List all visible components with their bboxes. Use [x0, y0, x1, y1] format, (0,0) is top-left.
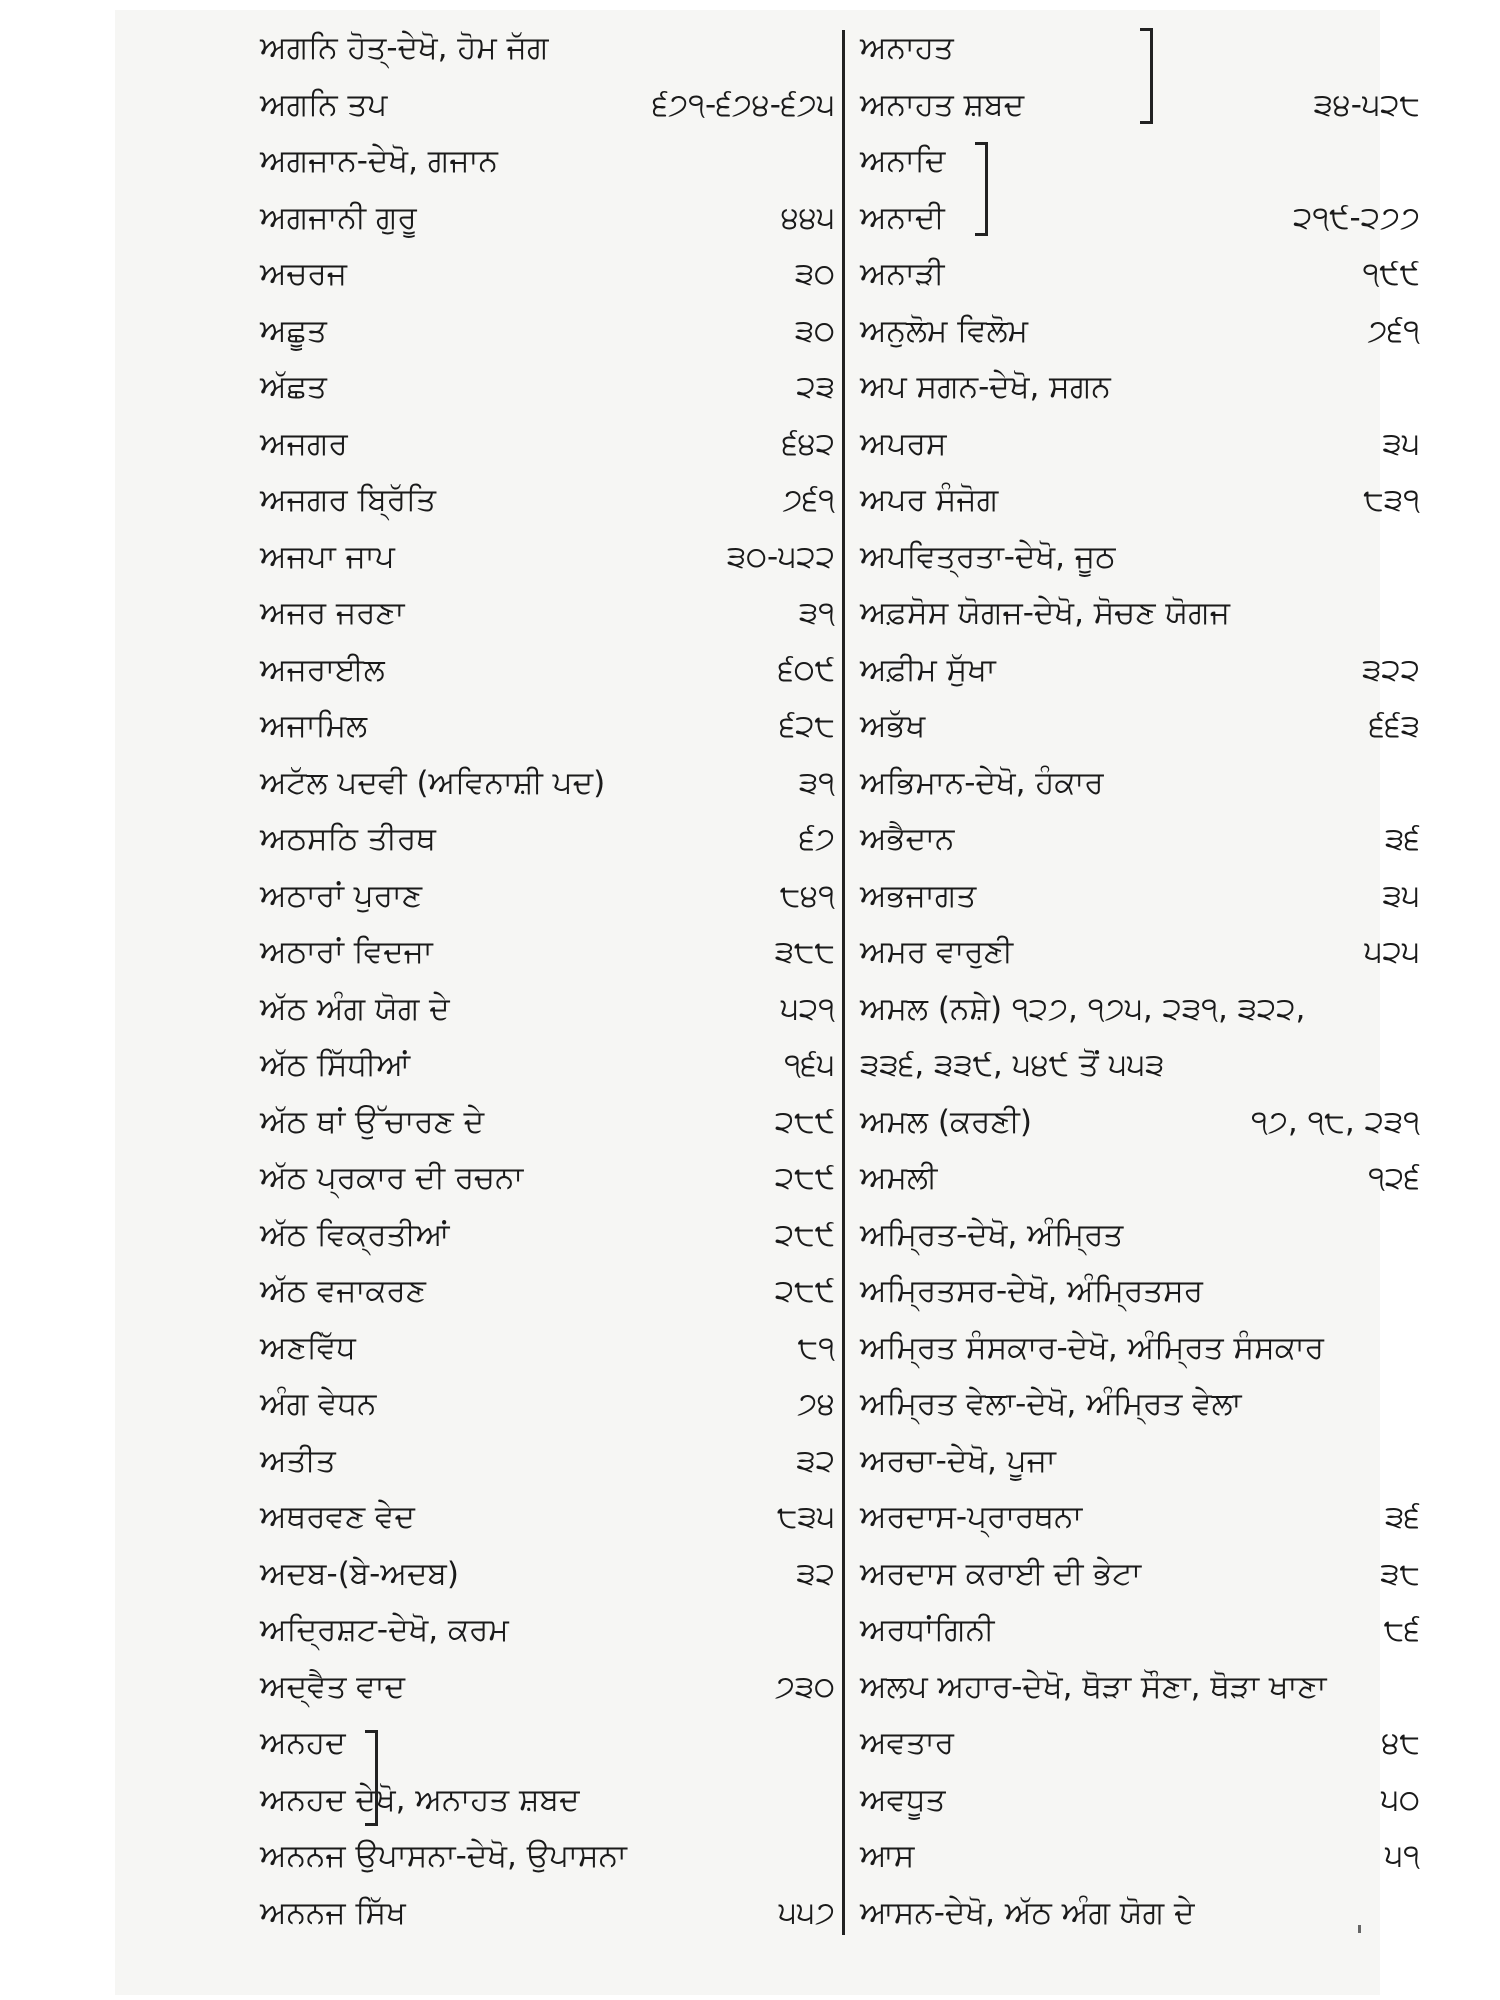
- index-page-number: ੧੨੬: [1368, 1160, 1420, 1196]
- index-term: ਅਚਰਜ: [260, 256, 348, 292]
- index-page-number: ੫੧: [1384, 1838, 1420, 1874]
- index-entry: [860, 642, 1420, 699]
- index-entry: [260, 698, 835, 755]
- index-page-number: ੭੪: [797, 1386, 835, 1422]
- index-page-number: ੩੮: [1380, 1555, 1420, 1592]
- index-term: ਅਮ੍ਰਿਤ-ਦੇਖੋ, ਅੰਮ੍ਰਿਤ: [860, 1216, 1124, 1253]
- index-entry: [260, 133, 835, 190]
- index-entry: [860, 1489, 1420, 1546]
- index-term: ਅਜਪਾ ਜਾਪ: [260, 538, 395, 575]
- index-term: ਅਦਬ-(ਬੇ-ਅਦਬ): [260, 1555, 459, 1592]
- index-page-number: ੫੦: [1380, 1781, 1420, 1818]
- index-entry: [260, 529, 835, 586]
- index-term: ਅਮ੍ਰਿਤਸਰ-ਦੇਖੋ, ਅੰਮ੍ਰਿਤਸਰ: [860, 1273, 1204, 1309]
- right-index-column: [860, 20, 1420, 1941]
- index-entry: [860, 1715, 1420, 1772]
- index-page-number: ੩੫: [1382, 425, 1420, 462]
- index-entry: [860, 1094, 1420, 1151]
- index-entry: [260, 1772, 835, 1829]
- index-entry: [260, 924, 835, 981]
- index-page-number: ੬੦੯: [778, 651, 835, 688]
- index-page-number: ੮੩੧: [1363, 482, 1420, 518]
- index-entry: [860, 359, 1420, 416]
- index-entry: [860, 529, 1420, 586]
- index-entry: [260, 1150, 835, 1207]
- index-entry: [260, 1207, 835, 1264]
- index-entry: [860, 1320, 1420, 1377]
- index-page-number: ੭੬੧: [782, 482, 835, 518]
- index-term: ਅਭੈਦਾਨ: [860, 821, 955, 857]
- stray-mark: [1358, 1925, 1361, 1933]
- index-entry: [860, 1263, 1420, 1320]
- index-entry: [860, 868, 1420, 925]
- index-page-number: ੫੨੫: [1364, 934, 1420, 970]
- index-page-number: ੫੨੧: [780, 990, 835, 1027]
- index-page-number: ੧੭, ੧੮, ੨੩੧: [1251, 1103, 1420, 1140]
- index-term: ਅਫ਼ਸੋਸ ਯੋਗਜ-ਦੇਖੋ, ਸੋਚਣ ਯੋਗਜ: [860, 595, 1230, 631]
- index-entry: [860, 811, 1420, 868]
- index-page-number: ੩੧: [798, 595, 835, 631]
- index-term: ਅਰਦਾਸ-ਪ੍ਰਾਰਥਨਾ: [860, 1499, 1083, 1535]
- index-entry: [860, 1659, 1420, 1716]
- index-term: ਅਛੂਤ: [260, 312, 327, 349]
- index-term: ਅਜਰਾਈਲ: [260, 651, 385, 688]
- index-entry: [260, 246, 835, 303]
- index-term: ਅਟੱਲ ਪਦਵੀ (ਅਵਿਨਾਸ਼ੀ ਪਦ): [260, 764, 606, 801]
- index-entry: [860, 303, 1420, 360]
- index-page-number: ੬੭੧-੬੭੪-੬੭੫: [652, 86, 835, 123]
- index-entry: [860, 981, 1420, 1038]
- index-term: ਅਲਪ ਅਹਾਰ-ਦੇਖੋ, ਥੋੜਾ ਸੌਣਾ, ਥੋੜਾ ਖਾਣਾ: [860, 1668, 1327, 1705]
- index-entry: [260, 981, 835, 1038]
- index-term: ਅੱਠ ਸਿੱਧੀਆਂ: [260, 1047, 411, 1083]
- index-page-number: ੨੩: [796, 369, 835, 405]
- index-entry: [860, 190, 1420, 247]
- index-entry: [860, 924, 1420, 981]
- index-term: ਅੱਠ ਪ੍ਰਕਾਰ ਦੀ ਰਚਨਾ: [260, 1160, 524, 1196]
- index-page-number: ੨੮੯: [774, 1273, 835, 1309]
- index-entry: [860, 698, 1420, 755]
- index-page-number: ੩੫: [1382, 877, 1420, 914]
- index-page-number: ੬੪੨: [782, 425, 835, 462]
- index-term: ਅਨਨਜ ਸਿੱਖ: [260, 1894, 406, 1931]
- index-term: ਅਮਲ (ਨਸ਼ੇ) ੧੨੭, ੧੭੫, ੨੩੧, ੩੨੨,: [860, 990, 1306, 1027]
- index-term: ਅਫ਼ੀਮ ਸੁੱਖਾ: [860, 651, 996, 688]
- index-term: ਅਮਲ (ਕਰਣੀ): [860, 1103, 1032, 1140]
- index-entry: [260, 1828, 835, 1885]
- index-term: ਅਪਰ ਸੰਜੋਗ: [860, 482, 999, 518]
- index-page-number: ੩੦: [794, 312, 835, 349]
- index-term: ਅਜਰ ਜਰਣਾ: [260, 595, 405, 631]
- index-term: ਅਵਤਾਰ: [860, 1725, 954, 1761]
- index-term: ਅੱਠ ਵਜਾਕਰਣ: [260, 1273, 426, 1309]
- index-entry: [860, 1885, 1420, 1942]
- index-term: ਅੱਛਤ: [260, 369, 327, 405]
- index-page-number: ੬੨੮: [779, 708, 835, 744]
- index-entry: [860, 1828, 1420, 1885]
- index-term: ਅਰਦਾਸ ਕਰਾਈ ਦੀ ਭੇਟਾ: [860, 1555, 1142, 1592]
- index-page-number: ੧੬੫: [784, 1047, 835, 1083]
- index-page-number: ੮੩੫: [776, 1499, 835, 1535]
- index-page-number: ੩੧: [798, 764, 835, 801]
- index-entry: [860, 585, 1420, 642]
- index-term: ਅਜਗਰ: [260, 425, 348, 462]
- index-term: ਅਪਰਸ: [860, 425, 947, 462]
- index-entry: [260, 1659, 835, 1716]
- index-term: ਅਤੀਤ: [260, 1442, 336, 1479]
- index-page-number: ੮੬: [1383, 1612, 1420, 1648]
- index-entry: [260, 1433, 835, 1490]
- index-term: ਅਨਾਦੀ: [860, 199, 945, 236]
- index-term: ਅਭੱਖ: [860, 708, 926, 744]
- index-term: ਅਨਾਦਿ: [860, 143, 946, 179]
- index-term: ਅਣਵਿੱਧ: [260, 1329, 356, 1366]
- index-entry: [260, 868, 835, 925]
- index-page-number: ੨੧੯-੨੭੭: [1293, 199, 1420, 236]
- index-term: ਅਠਾਰਾਂ ਵਿਦਜਾ: [260, 934, 433, 970]
- index-entry: [260, 585, 835, 642]
- index-page-number: ੩੨: [796, 1555, 835, 1592]
- index-term: ਅਨਾਹਤ ਸ਼ਬਦ: [860, 86, 1025, 123]
- index-term: ਅਭਿਮਾਨ-ਦੇਖੋ, ਹੰਕਾਰ: [860, 764, 1104, 801]
- index-page-number: ੭੬੧: [1367, 312, 1420, 349]
- index-page-number: ੪੪੫: [781, 199, 835, 236]
- index-term: ਅਗਜਾਨੀ ਗੁਰੂ: [260, 199, 417, 236]
- index-page-number: ੫੫੭: [778, 1894, 835, 1931]
- index-term: ਅੱਠ ਥਾਂ ਉੱਚਾਰਣ ਦੇ: [260, 1103, 485, 1140]
- index-term: ਅਨਾਹਤ: [860, 30, 954, 66]
- bracket-anadi: [975, 142, 988, 236]
- index-term: ਅਰਧਾਂਗਿਨੀ: [860, 1612, 995, 1648]
- index-term: ਅੱਠ ਅੰਗ ਯੋਗ ਦੇ: [260, 990, 450, 1027]
- index-entry: [860, 246, 1420, 303]
- index-entry: [260, 755, 835, 812]
- index-term: ੩੩੬, ੩੩੯, ੫੪੯ ਤੋਂ ੫੫੩: [860, 1047, 1165, 1083]
- index-term: ਅਗਜਾਨ-ਦੇਖੋ, ਗਜਾਨ: [260, 143, 498, 179]
- index-entry: [860, 1772, 1420, 1829]
- bracket-anhad: [365, 1730, 378, 1826]
- index-term: ਅਗਨਿ ਹੋਤ੍-ਦੇਖੋ, ਹੋਮ ਜੱਗ: [260, 30, 549, 66]
- index-term: ਅਨੁਲੋਮ ਵਿਲੋਮ: [860, 312, 1028, 349]
- bracket-anahat: [1140, 28, 1153, 124]
- index-term: ਆਸ: [860, 1838, 915, 1874]
- index-entry: [860, 1376, 1420, 1433]
- index-entry: [260, 1546, 835, 1603]
- index-term: ਆਸਨ-ਦੇਖੋ, ਅੱਠ ਅੰਗ ਯੋਗ ਦੇ: [860, 1894, 1195, 1931]
- index-term: ਅਪਵਿਤ੍ਰਤਾ-ਦੇਖੋ, ਜੂਠ: [860, 538, 1116, 575]
- index-entry: [260, 190, 835, 247]
- index-term: ਅਨਹਦ ਦੇਖੋ, ਅਨਾਹਤ ਸ਼ਬਦ: [260, 1781, 580, 1818]
- index-entry: [860, 1602, 1420, 1659]
- index-page-number: ੩੮੮: [774, 934, 835, 970]
- index-page-number: ੩੪-੫੨੮: [1313, 86, 1420, 123]
- index-entry: [260, 1263, 835, 1320]
- index-term: ਅਮ੍ਰਿਤ ਸੰਸਕਾਰ-ਦੇਖੋ, ਅੰਮ੍ਰਿਤ ਸੰਸਕਾਰ: [860, 1329, 1325, 1366]
- index-page-number: ੮੪੧: [779, 877, 835, 914]
- index-term: ਅਵਧੂਤ: [860, 1781, 946, 1818]
- index-term: ਅਨਾੜੀ: [860, 256, 945, 292]
- index-entry: [860, 1433, 1420, 1490]
- index-entry: [260, 1489, 835, 1546]
- index-entry: [260, 1037, 835, 1094]
- index-term: ਅਰਚਾ-ਦੇਖੋ, ਪੂਜਾ: [860, 1442, 1056, 1479]
- index-term: ਅਮਰ ਵਾਰੁਣੀ: [860, 934, 1014, 970]
- index-entry: [260, 1715, 835, 1772]
- index-entry: [260, 1885, 835, 1942]
- left-index-column: [260, 20, 835, 1941]
- index-term: ਅਜਗਰ ਬ੍ਰਿੱਤਿ: [260, 482, 436, 518]
- index-entry: [260, 77, 835, 134]
- index-entry: [860, 1207, 1420, 1264]
- index-page-number: ੭੩੦: [774, 1668, 835, 1705]
- index-page-number: ੪੮: [1381, 1725, 1420, 1761]
- index-entry: [260, 1320, 835, 1377]
- index-term: ਅਦ੍ਰਿਸ਼ਟ-ਦੇਖੋ, ਕਰਮ: [260, 1612, 509, 1648]
- index-entry: [260, 642, 835, 699]
- index-term: ਅਭਜਾਗਤ: [860, 877, 977, 914]
- index-page-number: ੧੯੯: [1362, 256, 1420, 292]
- column-divider: [842, 30, 845, 1935]
- index-term: ਅਮਲੀ: [860, 1160, 938, 1196]
- index-page: [115, 10, 1420, 1995]
- index-entry: [260, 359, 835, 416]
- index-entry: [260, 811, 835, 868]
- index-term: ਅੰਗ ਵੇਧਨ: [260, 1386, 377, 1422]
- index-entry: [260, 472, 835, 529]
- index-entry: [860, 1546, 1420, 1603]
- index-term: ਅਠਸਠਿ ਤੀਰਥ: [260, 821, 436, 857]
- index-entry: [860, 133, 1420, 190]
- index-page-number: ੩੨: [796, 1442, 835, 1479]
- index-term: ਅਥਰਵਣ ਵੇਦ: [260, 1499, 415, 1535]
- index-term: ਅਗਨਿ ਤਪ: [260, 86, 388, 123]
- index-term: ਅੱਠ ਵਿਕ੍ਰਤੀਆਂ: [260, 1216, 450, 1253]
- index-page-number: ੩੬: [1384, 1499, 1420, 1535]
- index-entry: [860, 1150, 1420, 1207]
- index-page-number: ੨੮੯: [774, 1160, 835, 1196]
- index-page-number: ੩੦: [794, 256, 835, 292]
- index-term: ਅਪ ਸਗਨ-ਦੇਖੋ, ਸਗਨ: [860, 369, 1111, 405]
- index-term: ਅਨਨਜ ਉਪਾਸਨਾ-ਦੇਖੋ, ਉਪਾਸਨਾ: [260, 1838, 627, 1874]
- index-entry: [860, 472, 1420, 529]
- index-page-number: ੩੬: [1384, 821, 1420, 857]
- index-term: ਅਨਹਦ: [260, 1725, 346, 1761]
- index-page-number: ੬੬੩: [1369, 708, 1420, 744]
- index-term: ਅਠਾਰਾਂ ਪੁਰਾਣ: [260, 877, 423, 914]
- index-term: ਅਦ੍ਵੈਤ ਵਾਦ: [260, 1668, 406, 1705]
- index-entry: [860, 1037, 1420, 1094]
- index-term: ਅਜਾਮਿਲ: [260, 708, 368, 744]
- index-entry: [860, 755, 1420, 812]
- index-page-number: ੨੮੯: [774, 1216, 835, 1253]
- index-page-number: ੩੦-੫੨੨: [726, 538, 835, 575]
- index-entry: [860, 416, 1420, 473]
- index-term: ਅਮ੍ਰਿਤ ਵੇਲਾ-ਦੇਖੋ, ਅੰਮ੍ਰਿਤ ਵੇਲਾ: [860, 1386, 1242, 1422]
- index-entry: [260, 20, 835, 77]
- index-page-number: ੬੭: [799, 821, 835, 857]
- index-entry: [260, 1602, 835, 1659]
- index-entry: [260, 1376, 835, 1433]
- index-entry: [260, 1094, 835, 1151]
- index-entry: [260, 416, 835, 473]
- index-page-number: ੨੮੯: [774, 1103, 835, 1140]
- index-entry: [260, 303, 835, 360]
- index-page-number: ੩੨੨: [1362, 651, 1420, 688]
- index-page-number: ੮੧: [797, 1329, 835, 1366]
